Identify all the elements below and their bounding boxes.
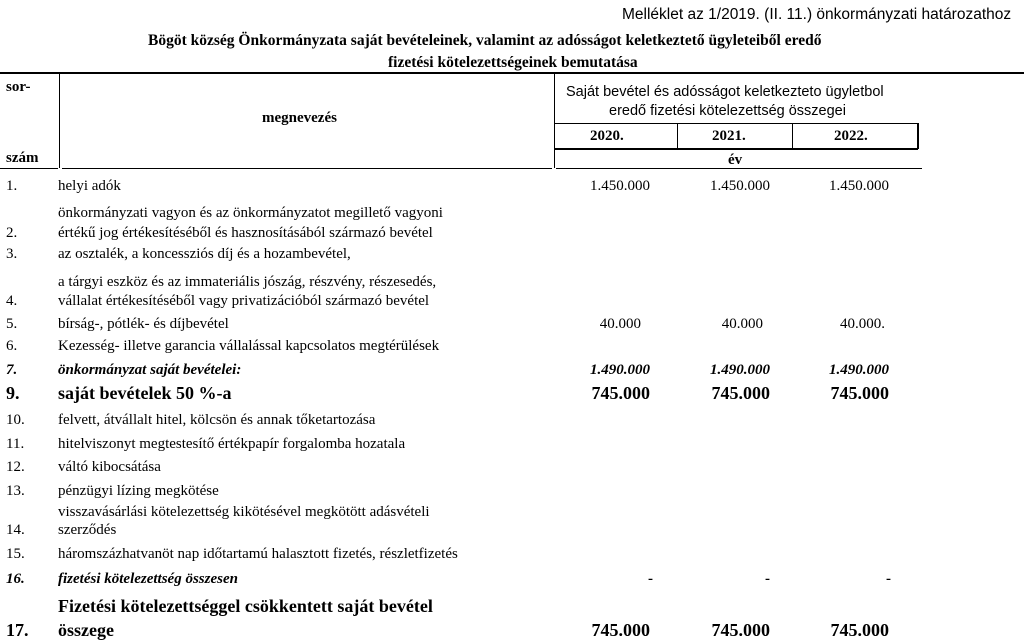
year-header-2022: 2022. xyxy=(834,128,868,144)
row-number: 6. xyxy=(6,338,18,354)
column-header-szam: szám xyxy=(6,150,39,166)
row-label: szerződés xyxy=(58,522,117,538)
year-header-2020: 2020. xyxy=(590,128,624,144)
row-number: 9. xyxy=(6,383,20,403)
annex-reference: Melléklet az 1/2019. (II. 11.) önkormányzati határozathoz xyxy=(622,6,1012,23)
document-title-line2: fizetési kötelezettségeinek bemutatása xyxy=(388,54,638,71)
row-value-2021: 1.450.000 xyxy=(710,178,770,194)
row-value-2020: 40.000 xyxy=(599,316,641,332)
column-header-megnevezes: megnevezés xyxy=(262,110,337,126)
row-number: 11. xyxy=(6,436,25,452)
row-number: 17. xyxy=(6,620,29,640)
row-number: 5. xyxy=(6,316,18,332)
row-number: 4. xyxy=(6,293,18,309)
row-value-2021: 40.000 xyxy=(721,316,763,332)
row-value-2020: 1.490.000 xyxy=(590,362,650,378)
row-number: 15. xyxy=(6,546,25,562)
row-value-2021: 745.000 xyxy=(711,620,770,640)
year-divider-1 xyxy=(677,123,678,149)
row-value-2021: - xyxy=(765,571,770,587)
row-value-2022: 745.000 xyxy=(830,383,889,403)
row-label: háromszázhatvanöt nap időtartamú halasztott fizetés, részletfizetés xyxy=(58,546,458,562)
row-number: 2. xyxy=(6,225,18,241)
row-label: saját bevételek 50 %-a xyxy=(58,383,232,403)
row-value-2020: - xyxy=(648,571,653,587)
year-box-bottom xyxy=(554,148,918,150)
row-label: önkormányzati vagyon és az önkormányzatot megillető vagyoni xyxy=(58,205,443,221)
row-number: 14. xyxy=(6,522,25,538)
year-divider-2 xyxy=(792,123,793,149)
row-value-2022: 745.000 xyxy=(830,620,889,640)
row-label: váltó kibocsátása xyxy=(58,459,161,475)
row-label: pénzügyi lízing megkötése xyxy=(58,483,219,499)
year-box-right xyxy=(917,123,919,149)
header-rule-mid xyxy=(62,168,552,169)
row-label: hitelviszonyt megtestesítő értékpapír forgalomba hozatala xyxy=(58,436,406,452)
row-label: a tárgyi eszköz és az immateriális jószág, részvény, részesedés, xyxy=(58,274,437,290)
column-divider-2 xyxy=(554,73,555,168)
group-header-line1: Saját bevétel és adósságot keletkezteto ügyletbol xyxy=(566,84,884,100)
row-label: helyi adók xyxy=(58,178,121,194)
row-number: 13. xyxy=(6,483,25,499)
row-value-2020: 745.000 xyxy=(591,620,650,640)
row-number: 3. xyxy=(6,246,18,262)
row-number: 10. xyxy=(6,412,25,428)
year-header-2021: 2021. xyxy=(712,128,746,144)
row-number: 1. xyxy=(6,178,18,194)
row-value-2021: 1.490.000 xyxy=(710,362,770,378)
row-value-2022: - xyxy=(886,571,891,587)
row-label: felvett, átvállalt hitel, kölcsön és annak tőketartozása xyxy=(58,412,376,428)
row-number: 16. xyxy=(6,571,25,587)
row-label: Fizetési kötelezettséggel csökkentett saját bevétel xyxy=(58,596,433,616)
year-box-top xyxy=(554,123,918,124)
row-label: összege xyxy=(58,620,114,640)
row-label: bírság-, pótlék- és díjbevétel xyxy=(58,316,229,332)
group-header-line2: eredő fizetési kötelezettség összegei xyxy=(609,103,846,119)
row-value-2020: 1.450.000 xyxy=(590,178,650,194)
header-rule-left xyxy=(0,168,58,169)
column-header-sor: sor- xyxy=(6,79,31,95)
row-label: visszavásárlási kötelezettség kikötésével megkötött adásvételi xyxy=(58,504,430,520)
row-value-2022: 1.450.000 xyxy=(829,178,889,194)
row-label: az osztalék, a koncessziós díj és a hozambevétel, xyxy=(58,246,351,262)
row-label: fizetési kötelezettség összesen xyxy=(58,571,238,587)
row-label: önkormányzat saját bevételei: xyxy=(58,362,242,378)
unit-label-ev: év xyxy=(728,152,743,168)
row-label: értékű jog értékesítéséből és hasznosításából származó bevétel xyxy=(58,225,433,241)
row-label: Kezesség- illetve garancia vállalással kapcsolatos megtérülések xyxy=(58,338,440,354)
row-number: 7. xyxy=(6,362,18,378)
row-value-2020: 745.000 xyxy=(591,383,650,403)
header-top-rule xyxy=(0,72,1024,74)
row-label: vállalat értékesítéséből vagy privatizációból származó bevétel xyxy=(58,293,430,309)
document-title-line1: Bögöt község Önkormányzata saját bevételeinek, valamint az adósságot keletkeztető ügyleteiből eredő xyxy=(148,32,822,49)
row-value-2022: 1.490.000 xyxy=(829,362,889,378)
row-value-2021: 745.000 xyxy=(711,383,770,403)
column-divider-1 xyxy=(59,73,60,168)
row-number: 12. xyxy=(6,459,25,475)
row-value-2022: 40.000. xyxy=(840,316,885,332)
